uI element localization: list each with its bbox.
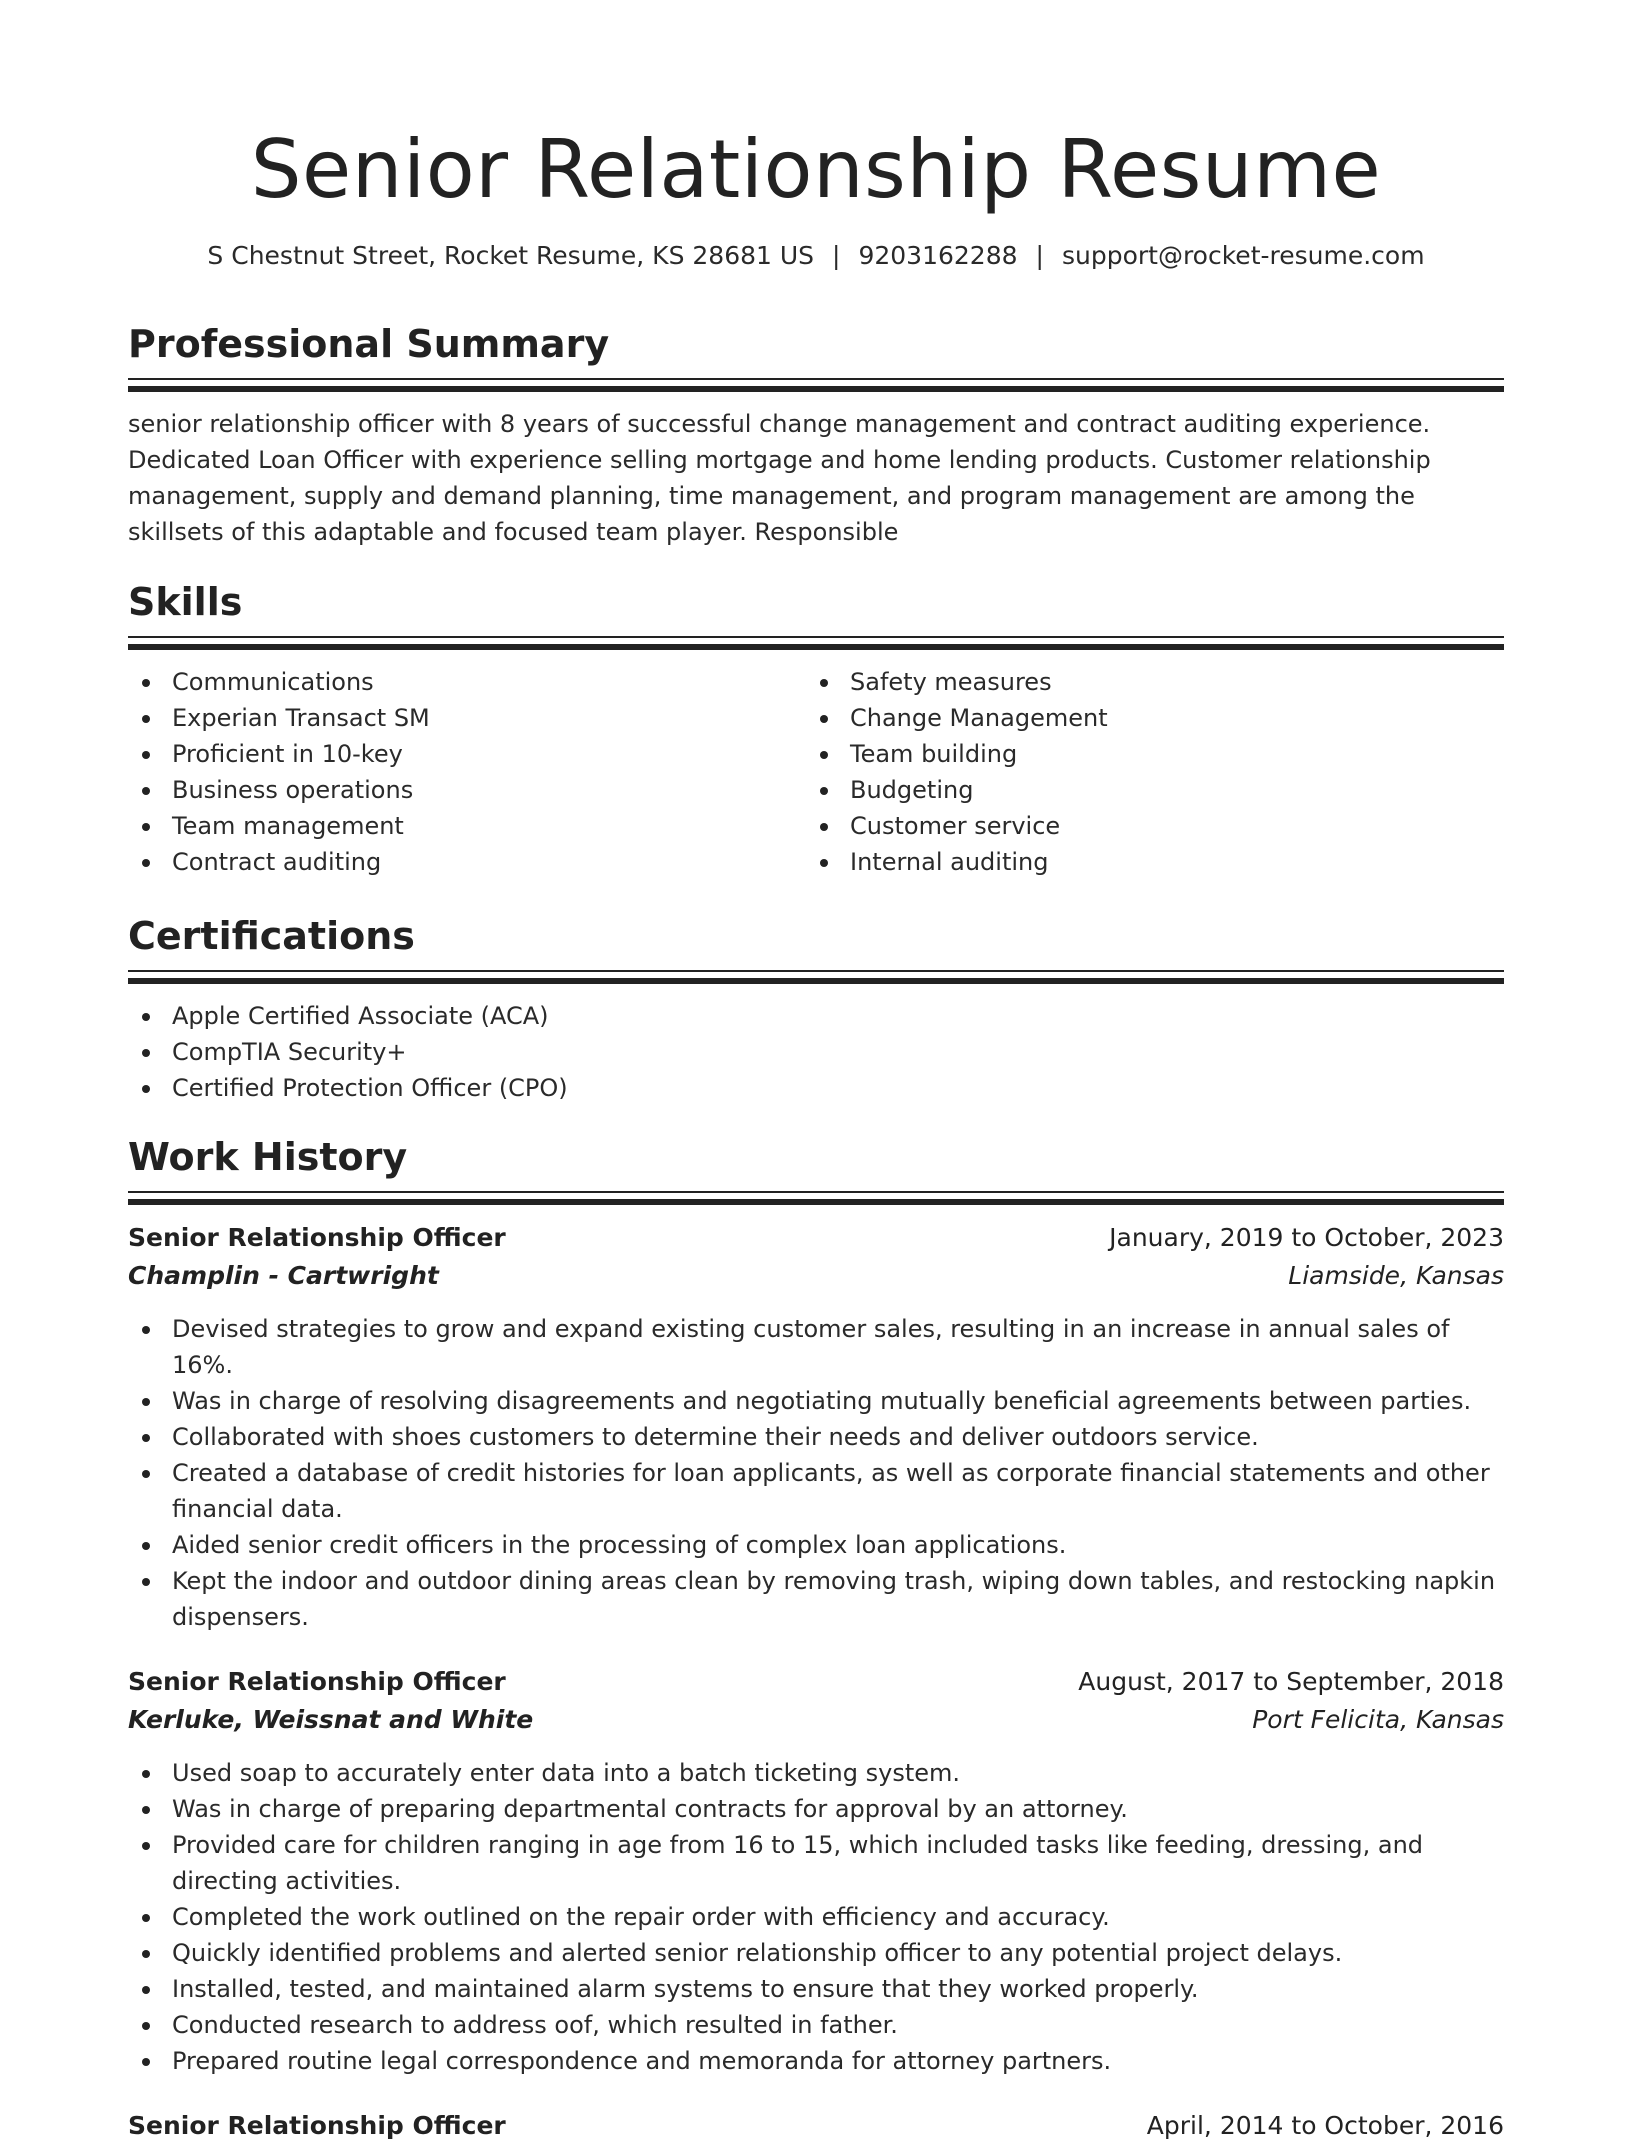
section-divider <box>128 1191 1504 1205</box>
contact-line <box>128 238 1504 274</box>
list-item: Communications <box>128 664 806 700</box>
contact-address: S Chestnut Street, Rocket Resume, KS 28681 US <box>207 241 815 270</box>
list-item: Experian Transact SM <box>128 700 806 736</box>
list-item: Change Management <box>806 700 1484 736</box>
summary-section <box>128 320 1504 550</box>
job-duties-list <box>128 1755 1504 2079</box>
job-title: Senior Relationship Officer <box>128 1667 506 1696</box>
contact-separator: | <box>1035 241 1044 270</box>
section-divider <box>128 378 1504 392</box>
list-item: Aided senior credit officers in the processing of complex loan applications. <box>128 1527 1504 1563</box>
job-title: Senior Relationship Officer <box>128 1223 506 1252</box>
list-item: Apple Certified Associate (ACA) <box>128 998 1504 1034</box>
list-item: Kept the indoor and outdoor dining areas clean by removing trash, wiping down tables, and restocking napkin dispensers. <box>128 1563 1504 1635</box>
list-item: Used soap to accurately enter data into a batch ticketing system. <box>128 1755 1504 1791</box>
job-entry <box>128 2107 1504 2145</box>
list-item: Business operations <box>128 772 806 808</box>
section-divider <box>128 970 1504 984</box>
list-item: Quickly identified problems and alerted senior relationship officer to any potential project delays. <box>128 1935 1504 1971</box>
list-item: Was in charge of resolving disagreements and negotiating mutually beneficial agreements between parties. <box>128 1383 1504 1419</box>
job-header <box>128 2107 1504 2145</box>
contact-separator: | <box>832 241 841 270</box>
job-entry <box>128 1663 1504 2079</box>
section-title-work-history: Work History <box>128 1135 408 1179</box>
list-item: Completed the work outlined on the repair order with efficiency and accuracy. <box>128 1899 1504 1935</box>
list-item: Devised strategies to grow and expand existing customer sales, resulting in an increase in annual sales of 16%. <box>128 1311 1504 1383</box>
job-title: Senior Relationship Officer <box>128 2111 506 2140</box>
job-subheader <box>128 1701 1504 1739</box>
list-item: Collaborated with shoes customers to determine their needs and deliver outdoors service. <box>128 1419 1504 1455</box>
list-item: Internal auditing <box>806 844 1484 880</box>
list-item: Team building <box>806 736 1484 772</box>
list-item: Safety measures <box>806 664 1484 700</box>
list-item: Customer service <box>806 808 1484 844</box>
list-item: Budgeting <box>806 772 1484 808</box>
list-item: Team management <box>128 808 806 844</box>
list-item: CompTIA Security+ <box>128 1034 1504 1070</box>
skills-section <box>128 578 1504 880</box>
list-item: Proficient in 10-key <box>128 736 806 772</box>
list-item: Created a database of credit histories for loan applicants, as well as corporate financial statements and other financial data. <box>128 1455 1504 1527</box>
job-location: Port Felicita, Kansas <box>1252 1705 1504 1734</box>
list-item: Installed, tested, and maintained alarm systems to ensure that they worked properly. <box>128 1971 1504 2007</box>
resume-name: Senior Relationship Resume <box>250 123 1382 216</box>
job-location: Liamside, Kansas <box>1288 1261 1504 1290</box>
skills-right-list <box>806 664 1484 880</box>
job-subheader <box>128 1257 1504 1295</box>
job-duties-list <box>128 1311 1504 1635</box>
job-dates: April, 2014 to October, 2016 <box>1146 2111 1504 2140</box>
job-dates: January, 2019 to October, 2023 <box>1109 1223 1504 1252</box>
list-item: Provided care for children ranging in age from 16 to 15, which included tasks like feeding, dressing, and directing activities. <box>128 1827 1504 1899</box>
job-header <box>128 1663 1504 1701</box>
section-title-summary: Professional Summary <box>128 322 610 366</box>
certifications-list <box>128 998 1504 1106</box>
list-item: Certified Protection Officer (CPO) <box>128 1070 1504 1106</box>
list-item: Conducted research to address oof, which resulted in father. <box>128 2007 1504 2043</box>
list-item: Was in charge of preparing departmental contracts for approval by an attorney. <box>128 1791 1504 1827</box>
certifications-section <box>128 912 1504 1106</box>
section-title-skills: Skills <box>128 580 243 624</box>
job-company: Champlin - Cartwright <box>128 1261 439 1290</box>
job-entry <box>128 1219 1504 1635</box>
job-company: Kerluke, Weissnat and White <box>128 1705 534 1734</box>
job-dates: August, 2017 to September, 2018 <box>1078 1667 1504 1696</box>
summary-text: senior relationship officer with 8 years of successful change management and contract auditing experience. Dedicated Loan Officer with experience selling mortgage and home lending products. Customer relationship management, supply and demand planning, time management, and program management are among the skillsets of this adaptable and focused team player. Responsible <box>128 410 1431 546</box>
work-history-section <box>128 1133 1504 2145</box>
section-title-certifications: Certifications <box>128 914 415 958</box>
contact-email: support@rocket-resume.com <box>1061 241 1425 270</box>
skills-left-list <box>128 664 806 880</box>
skills-columns <box>128 664 1504 880</box>
list-item: Prepared routine legal correspondence and memoranda for attorney partners. <box>128 2043 1504 2079</box>
section-divider <box>128 636 1504 650</box>
job-header <box>128 1219 1504 1257</box>
list-item: Contract auditing <box>128 844 806 880</box>
contact-phone: 9203162288 <box>858 241 1018 270</box>
